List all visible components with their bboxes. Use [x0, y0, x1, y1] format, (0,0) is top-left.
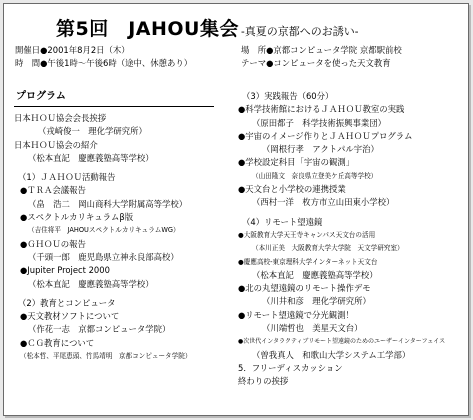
program-header-rule — [14, 106, 214, 107]
program-left-list — [14, 112, 232, 363]
program-line: ●慶應高校-東京理科大学インターネット天文台 — [238, 257, 378, 266]
info-venue: 場 所●京都コンピュータ学院 京都駅前校 — [241, 45, 402, 55]
program-line: 日本ＨＯＵ協会の紹介 — [14, 139, 98, 150]
program-line: （吉住将平 JAHOUスペクトルカリキュラムWG） — [28, 226, 180, 235]
program-line: ●天文教材ソフトについて — [20, 311, 120, 322]
program-line: （2）教育とコンピュータ — [18, 297, 116, 308]
program-line: ●天文台と小学校の連携授業 — [238, 184, 346, 195]
program-line: （畠 浩二 岡山商科大学附属高等学校） — [28, 198, 188, 209]
program-line: ●ＣＧ教育について — [20, 337, 95, 348]
program-line: （川端哲也 美星天文台） — [262, 323, 363, 334]
program-line: ●学校設定科目「宇宙の観測」 — [238, 157, 355, 168]
program-line: （3）実践報告（60分） — [242, 91, 334, 101]
program-line: （岡根行孝 アクトパル宇治） — [262, 144, 379, 155]
program-line: ●科学技術館におけるＪＡＨＯＵ教室の実践 — [238, 104, 405, 115]
program-line: ●次世代インタラクティブリモート望遠鏡のためのユーザーインターフェイス — [238, 338, 446, 346]
program-line: （松本哲、平尾恵頭、竹馬靖明 京都コンピュータ学院） — [20, 352, 192, 361]
program-line: 日本ＨＯＵ協会会長挨拶 — [14, 113, 107, 123]
program-line: （松本直記 慶應義塾高等学校） — [252, 269, 378, 280]
program-line: ●ＧＨＯＵの報告 — [20, 238, 86, 249]
program-line: ●Jupiter Project 2000 — [20, 265, 110, 276]
title-subtitle: -真夏の京都へのお誘い- — [240, 25, 359, 38]
flyer-sheet — [3, 3, 469, 416]
program-left-column — [14, 90, 232, 363]
program-line: （原田都子 科学技術振興事業団） — [252, 117, 386, 128]
program-line: （西村一洋 枚方市立山田東小学校） — [252, 197, 395, 208]
program-line: ●北の丸望遠鏡のリモート操作デモ — [238, 283, 371, 294]
program-line: （本川正美 大阪教育大学大学院 天文学研究室） — [252, 244, 404, 253]
program-line: 終わりの挨拶 — [238, 376, 289, 387]
program-line: （松本直記 慶應義塾高等学校） — [28, 152, 154, 163]
event-info-left — [15, 44, 231, 71]
title-main: 第5回 JAHOU集会 — [56, 18, 239, 40]
program-line: ●リモート望遠鏡で分光観測！ — [238, 309, 354, 320]
program-line: （作花一志 京都コンピュータ学院） — [28, 324, 171, 335]
info-date: 開催日●2001年8月2日（木） — [15, 45, 130, 55]
program-line: （松本直記 慶應義塾高等学校） — [28, 278, 154, 289]
program-line: （山田隆文 奈良県立登美ケ丘高等学校） — [252, 171, 378, 180]
info-theme: テーマ●コンピュータを使った天文教育 — [241, 58, 391, 69]
event-info-right — [241, 44, 466, 71]
program-line: （4）リモート望遠鏡 — [242, 216, 323, 227]
program-line: ●大阪教育大学天王寺キャンパス天文台の活用 — [238, 230, 376, 239]
program-line: （川井和彦 理化学研究所） — [262, 296, 371, 307]
program-right-list — [238, 90, 466, 389]
program-line: 5．フリーディスカッション — [238, 362, 343, 373]
program-line: （千頭一郎 鹿児島県立神永良部高校） — [28, 251, 179, 262]
flyer-title — [56, 14, 466, 42]
program-line: （1）ＪＡＨＯＵ活動報告 — [18, 172, 116, 183]
program-line: ●スペクトルカリキュラムβ版 — [20, 212, 134, 223]
program-line: ●ＴＲＡ会議報告 — [20, 185, 86, 196]
program-right-column — [238, 90, 466, 389]
program-header: プログラム — [16, 91, 66, 102]
info-time: 時 間●午後1時～午後6時（途中、休憩あり） — [15, 58, 193, 69]
program-line: （戎崎俊一 理化学研究所） — [38, 126, 147, 137]
program-line: ●宇宙のイメージ作りとＪＡＨＯＵプログラム — [238, 130, 413, 141]
program-line: （曽我真人 和歌山大学システム工学部） — [252, 349, 411, 360]
